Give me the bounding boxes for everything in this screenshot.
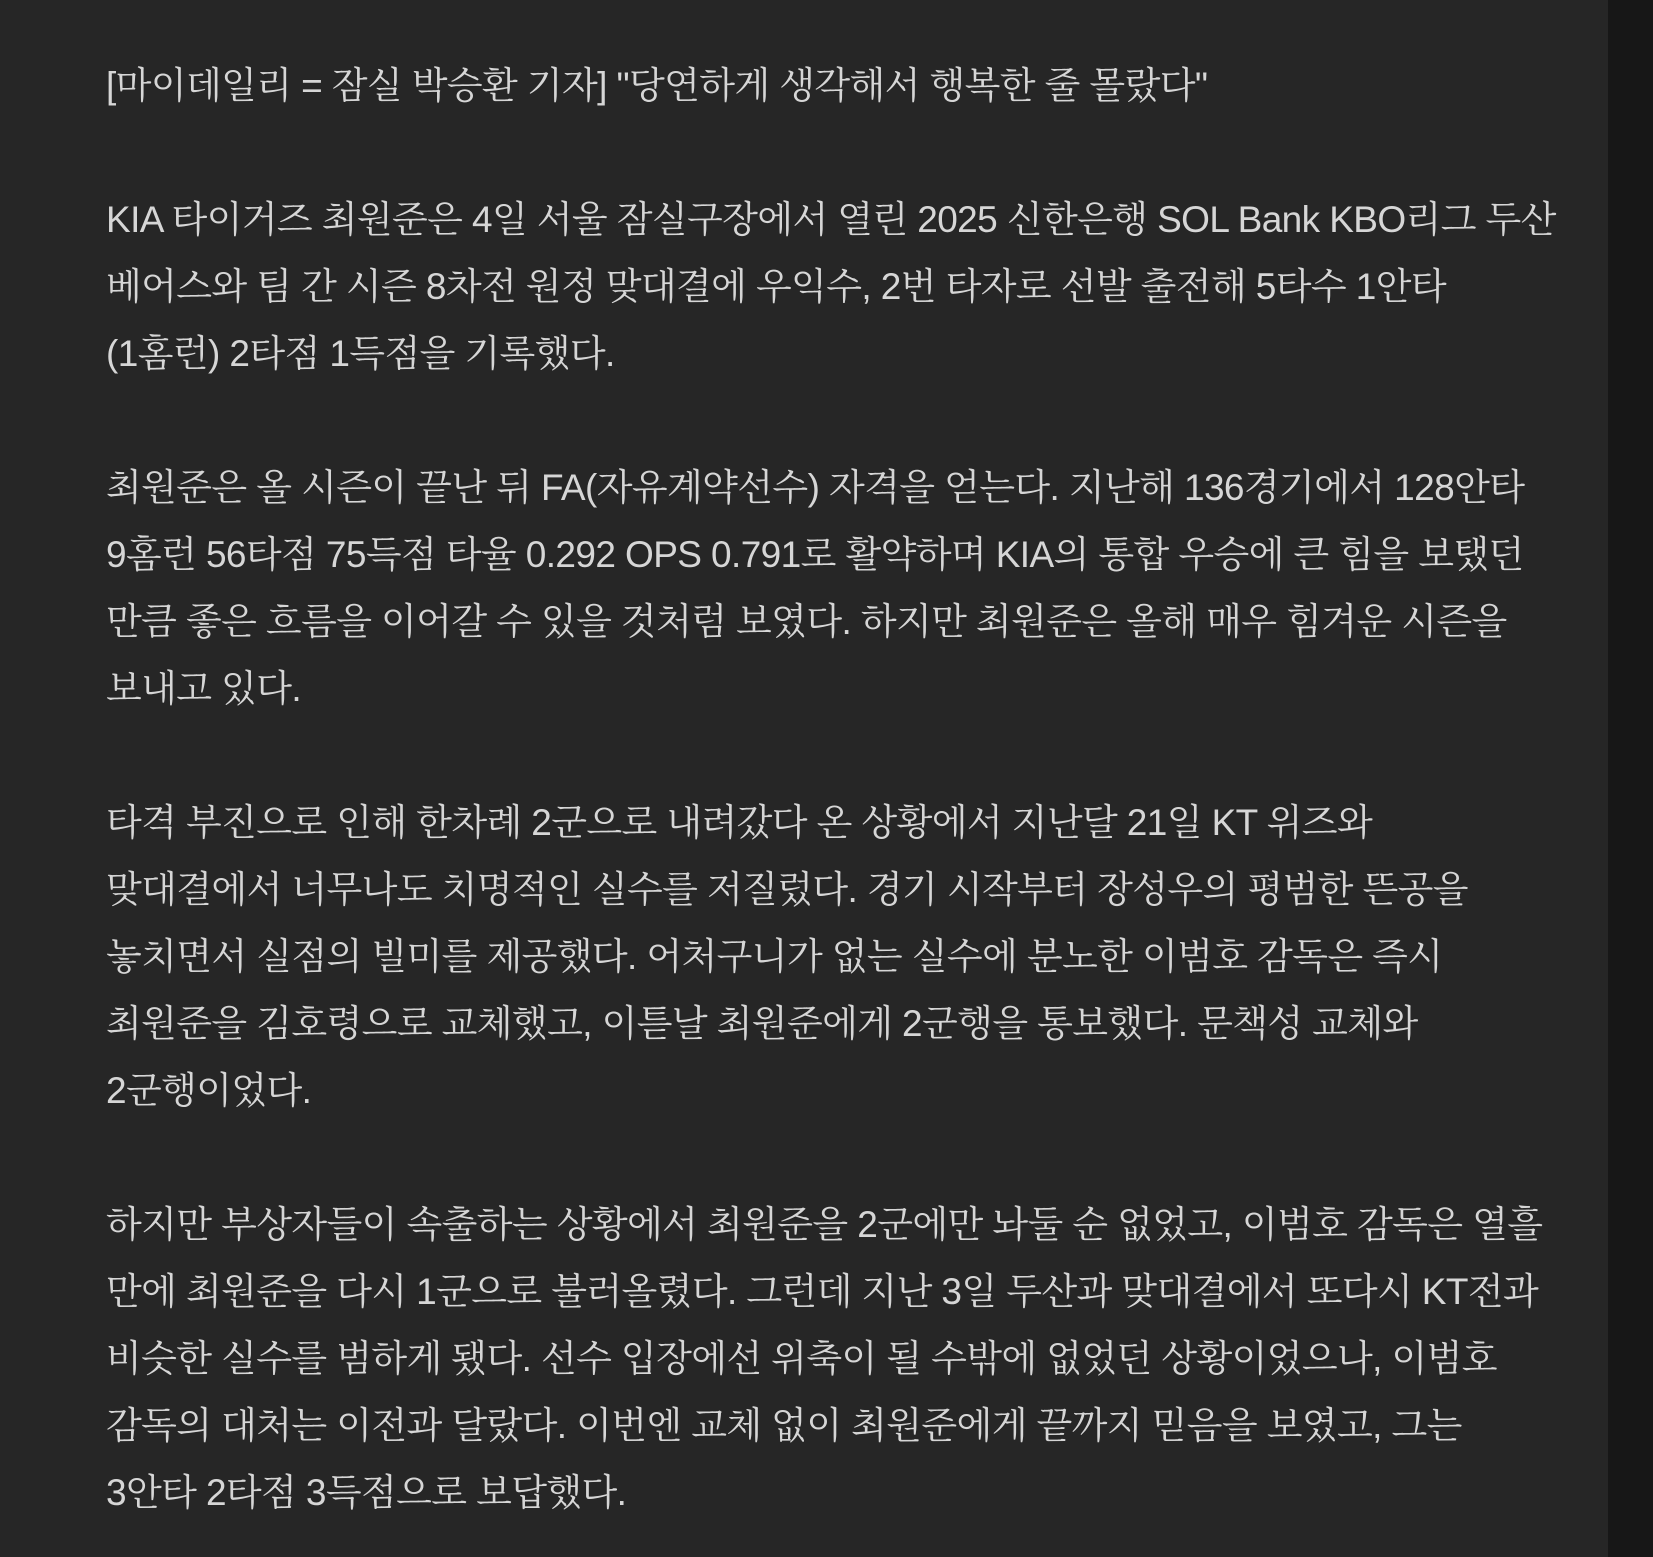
article-body	[106, 52, 1556, 1526]
article-paragraph: 하지만 부상자들이 속출하는 상황에서 최원준을 2군에만 놔둘 순 없었고, 이범호 감독은 열흘 만에 최원준을 다시 1군으로 불러올렸다. 그런데 지난 3일 두산과 맞대결에서 또다시 KT전과 비슷한 실수를 범하게 됐다. 선수 입장에선 위축이 될 수밖에 없었던 상황이었으나, 이범호 감독의 대처는 이전과 달랐다. 이번엔 교체 없이 최원준에게 끝까지 믿음을 보였고, 그는 3안타 2타점 3득점으로 보답했다.	[106, 1204, 1543, 1513]
right-gutter	[1608, 0, 1653, 1557]
article-paragraph: 타격 부진으로 인해 한차례 2군으로 내려갔다 온 상황에서 지난달 21일 KT 위즈와 맞대결에서 너무나도 치명적인 실수를 저질렀다. 경기 시작부터 장성우의 평범한 뜬공을 놓치면서 실점의 빌미를 제공했다. 어처구니가 없는 실수에 분노한 이범호 감독은 즉시 최원준을 김호령으로 교체했고, 이튿날 최원준에게 2군행을 통보했다. 문책성 교체와 2군행이었다.	[106, 802, 1468, 1111]
article-paragraph: 최원준은 올 시즌이 끝난 뒤 FA(자유계약선수) 자격을 얻는다. 지난해 136경기에서 128안타 9홈런 56타점 75득점 타율 0.292 OPS 0.791로 활약하며 KIA의 통합 우승에 큰 힘을 보탰던 만큼 좋은 흐름을 이어갈 수 있을 것처럼 보였다. 하지만 최원준은 올해 매우 힘겨운 시즌을 보내고 있다.	[106, 467, 1525, 709]
article-paragraph: KIA 타이거즈 최원준은 4일 서울 잠실구장에서 열린 2025 신한은행 SOL Bank KBO리그 두산 베어스와 팀 간 시즌 8차전 원정 맞대결에 우익수, 2번 타자로 선발 출전해 5타수 1안타(1홈런) 2타점 1득점을 기록했다.	[106, 199, 1556, 374]
article-lede: [마이데일리 = 잠실 박승환 기자] "당연하게 생각해서 행복한 줄 몰랐다"	[106, 65, 1208, 106]
